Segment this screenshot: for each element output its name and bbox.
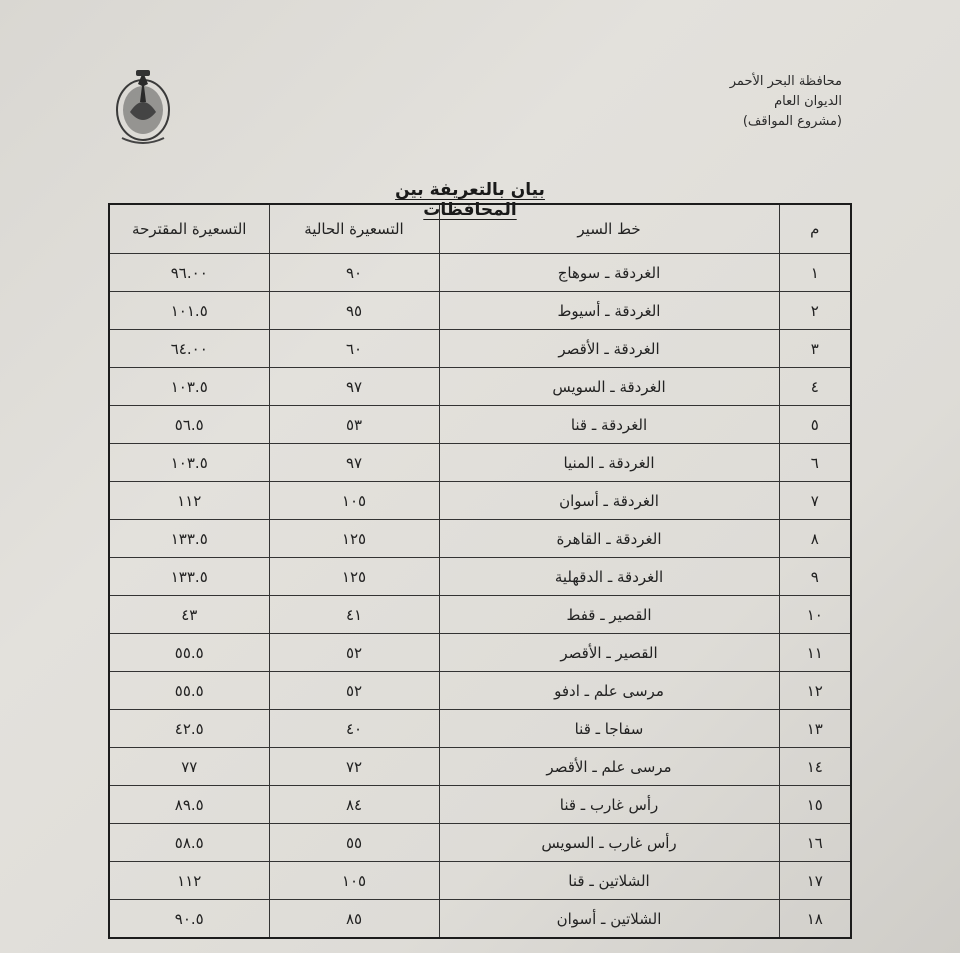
- row-number: ١٤: [779, 748, 851, 786]
- row-number: ٨: [779, 520, 851, 558]
- current-fare-cell: ١٢٥: [269, 558, 439, 596]
- project-name: (مشروع المواقف): [742, 114, 842, 129]
- table-row: [109, 748, 851, 786]
- row-number: ٦: [779, 444, 851, 482]
- table-row: [109, 710, 851, 748]
- row-number: ٣: [779, 330, 851, 368]
- route-cell: مرسى علم ـ الأقصر: [439, 748, 779, 786]
- table-row: [109, 482, 851, 520]
- column-header-number: م: [779, 204, 851, 254]
- row-number: ٤: [779, 368, 851, 406]
- fares-table: [108, 203, 852, 939]
- current-fare-cell: ٩٧: [269, 368, 439, 406]
- proposed-fare-cell: ٩٠.٥: [109, 900, 269, 939]
- table-header-row: [109, 204, 851, 254]
- governorate-name: محافظة البحر الأحمر: [729, 74, 842, 89]
- row-number: ١٨: [779, 900, 851, 939]
- issuer-header: [730, 72, 842, 132]
- current-fare-cell: ٥٢: [269, 634, 439, 672]
- row-number: ١٢: [779, 672, 851, 710]
- proposed-fare-cell: ٥٥.٥: [109, 672, 269, 710]
- table-row: [109, 786, 851, 824]
- row-number: ٩: [779, 558, 851, 596]
- route-cell: الغردقة ـ السويس: [439, 368, 779, 406]
- department-name: الديوان العام: [774, 94, 842, 109]
- route-cell: رأس غارب ـ قنا: [439, 786, 779, 824]
- current-fare-cell: ٩٥: [269, 292, 439, 330]
- current-fare-cell: ١٠٥: [269, 862, 439, 900]
- column-header-route: خط السير: [439, 204, 779, 254]
- table-row: [109, 634, 851, 672]
- table-row: [109, 862, 851, 900]
- table-row: [109, 292, 851, 330]
- proposed-fare-cell: ١٣٣.٥: [109, 558, 269, 596]
- proposed-fare-cell: ٤٢.٥: [109, 710, 269, 748]
- current-fare-cell: ٤٠: [269, 710, 439, 748]
- current-fare-cell: ٤١: [269, 596, 439, 634]
- proposed-fare-cell: ٤٣: [109, 596, 269, 634]
- proposed-fare-cell: ١٣٣.٥: [109, 520, 269, 558]
- column-header-proposed-fare: التسعيرة المقترحة: [109, 204, 269, 254]
- route-cell: القصير ـ الأقصر: [439, 634, 779, 672]
- column-header-current-fare: التسعيرة الحالية: [269, 204, 439, 254]
- row-number: ١٠: [779, 596, 851, 634]
- route-cell: الغردقة ـ قنا: [439, 406, 779, 444]
- current-fare-cell: ٥٢: [269, 672, 439, 710]
- row-number: ١٧: [779, 862, 851, 900]
- proposed-fare-cell: ٦٤.٠٠: [109, 330, 269, 368]
- table-row: [109, 406, 851, 444]
- route-cell: الغردقة ـ أسوان: [439, 482, 779, 520]
- row-number: ١: [779, 254, 851, 292]
- governorate-seal-icon: [108, 62, 178, 150]
- current-fare-cell: ٨٥: [269, 900, 439, 939]
- table-row: [109, 900, 851, 939]
- route-cell: القصير ـ قفط: [439, 596, 779, 634]
- proposed-fare-cell: ٧٧: [109, 748, 269, 786]
- table-row: [109, 444, 851, 482]
- route-cell: مرسى علم ـ ادفو: [439, 672, 779, 710]
- row-number: ٥: [779, 406, 851, 444]
- table-body: [109, 254, 851, 939]
- table-row: [109, 330, 851, 368]
- table-row: [109, 368, 851, 406]
- proposed-fare-cell: ١١٢: [109, 482, 269, 520]
- current-fare-cell: ٩٠: [269, 254, 439, 292]
- current-fare-cell: ٨٤: [269, 786, 439, 824]
- route-cell: الغردقة ـ الدقهلية: [439, 558, 779, 596]
- current-fare-cell: ١٢٥: [269, 520, 439, 558]
- route-cell: سفاجا ـ قنا: [439, 710, 779, 748]
- table-row: [109, 672, 851, 710]
- page-title: بيان بالتعريفة بين المحافظات: [395, 180, 545, 220]
- row-number: ٢: [779, 292, 851, 330]
- row-number: ١٥: [779, 786, 851, 824]
- route-cell: الغردقة ـ الأقصر: [439, 330, 779, 368]
- proposed-fare-cell: ٥٨.٥: [109, 824, 269, 862]
- proposed-fare-cell: ٩٦.٠٠: [109, 254, 269, 292]
- proposed-fare-cell: ٨٩.٥: [109, 786, 269, 824]
- route-cell: الغردقة ـ القاهرة: [439, 520, 779, 558]
- route-cell: الغردقة ـ المنيا: [439, 444, 779, 482]
- current-fare-cell: ٦٠: [269, 330, 439, 368]
- proposed-fare-cell: ١٠٣.٥: [109, 368, 269, 406]
- current-fare-cell: ١٠٥: [269, 482, 439, 520]
- proposed-fare-cell: ٥٥.٥: [109, 634, 269, 672]
- current-fare-cell: ٧٢: [269, 748, 439, 786]
- row-number: ١١: [779, 634, 851, 672]
- table-row: [109, 254, 851, 292]
- current-fare-cell: ٥٣: [269, 406, 439, 444]
- route-cell: الشلاتين ـ أسوان: [439, 900, 779, 939]
- proposed-fare-cell: ١١٢: [109, 862, 269, 900]
- table-row: [109, 520, 851, 558]
- table-row: [109, 596, 851, 634]
- row-number: ١٦: [779, 824, 851, 862]
- proposed-fare-cell: ١٠١.٥: [109, 292, 269, 330]
- row-number: ٧: [779, 482, 851, 520]
- current-fare-cell: ٥٥: [269, 824, 439, 862]
- proposed-fare-cell: ٥٦.٥: [109, 406, 269, 444]
- route-cell: الغردقة ـ أسيوط: [439, 292, 779, 330]
- row-number: ١٣: [779, 710, 851, 748]
- route-cell: الشلاتين ـ قنا: [439, 862, 779, 900]
- proposed-fare-cell: ١٠٣.٥: [109, 444, 269, 482]
- table-row: [109, 558, 851, 596]
- route-cell: الغردقة ـ سوهاج: [439, 254, 779, 292]
- current-fare-cell: ٩٧: [269, 444, 439, 482]
- route-cell: رأس غارب ـ السويس: [439, 824, 779, 862]
- table-row: [109, 824, 851, 862]
